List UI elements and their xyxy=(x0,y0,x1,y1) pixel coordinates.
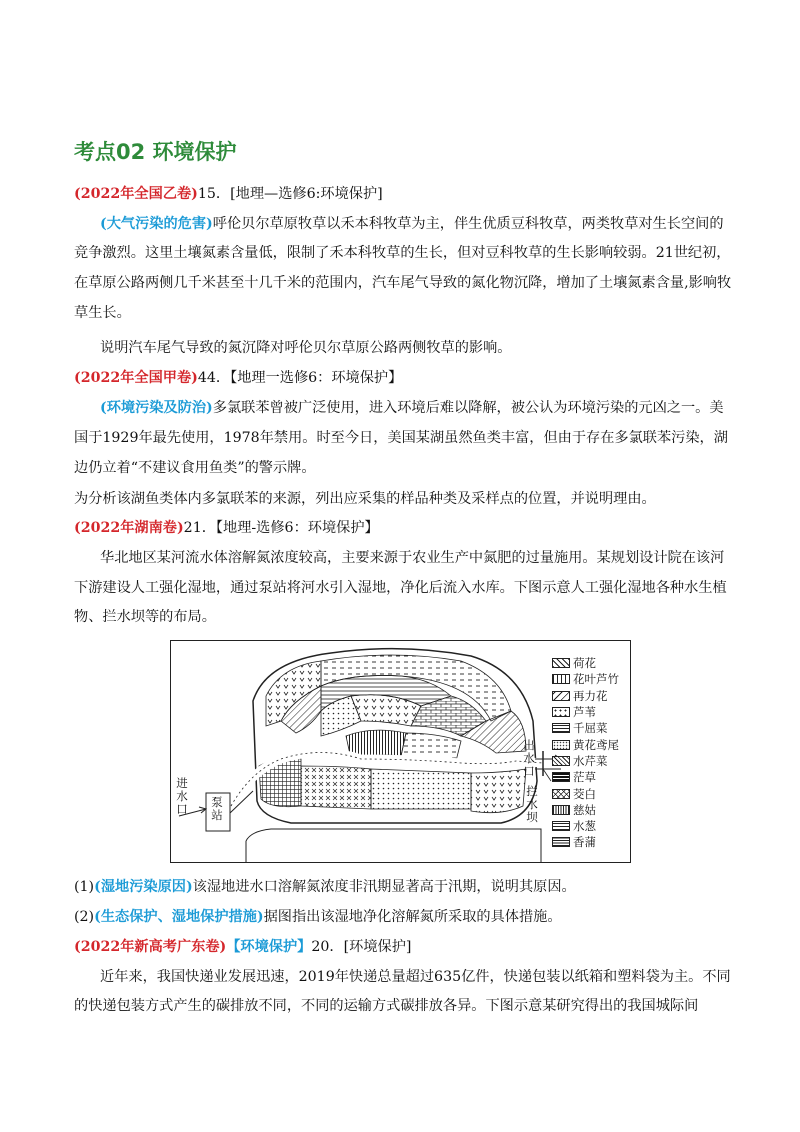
q1-para-line1 xyxy=(100,214,724,234)
q1-text1: 呼伦贝尔草原牧草以禾本科牧草为主，伴生优质豆科牧草，两类牧草对生长空间的 xyxy=(212,216,724,232)
legend-item xyxy=(552,802,632,818)
legend-item xyxy=(552,671,632,687)
q3-sub1 xyxy=(74,877,576,897)
q3-para-line1: 华北地区某河流水体溶解氮浓度较高，主要来源于农业生产中氮肥的过量施用。某规划设计院在该河 xyxy=(100,550,725,566)
swatch-vertical-icon xyxy=(552,805,570,815)
swatch-grid-icon xyxy=(552,772,570,782)
legend-item xyxy=(552,688,632,704)
legend-label: 慈姑 xyxy=(573,802,596,817)
q2-para-line3: 边仍立着“不建议食用鱼类”的警示牌。 xyxy=(74,460,316,476)
legend-label: 黄花鸢尾 xyxy=(573,737,619,752)
q2-tag: (环境污染及防治) xyxy=(100,400,213,416)
legend-item xyxy=(552,704,632,720)
q4-header-line xyxy=(74,937,411,957)
pump-station-label: 泵站 xyxy=(211,795,223,822)
inlet-label: 进水口 xyxy=(176,776,188,816)
q1-tag: (大气污染的危害) xyxy=(100,216,213,232)
legend-item xyxy=(552,834,632,850)
q3-header: 21．【地理-选修6：环境保护】 xyxy=(183,520,379,536)
legend-label: 芦苇 xyxy=(573,705,596,720)
swatch-dots-icon xyxy=(552,707,570,717)
q3-sub1-prefix: (1) xyxy=(74,879,95,895)
legend-label: 茫草 xyxy=(573,770,596,785)
q3-sub1-text: 该湿地进水口溶解氮浓度非汛期显著高于汛期，说明其原因。 xyxy=(192,879,576,895)
legend-label: 茭白 xyxy=(573,786,596,801)
q4-para-line1: 近年来，我国快递业发展迅速，2019年快递总量超过635亿件，快递包装以纸箱和塑料袋为主。不同 xyxy=(100,969,731,985)
q2-header-line xyxy=(74,368,402,388)
q2-question: 为分析该湖鱼类体内多氯联苯的来源，列出应采集的样品种类及采样点的位置，并说明理由。 xyxy=(74,491,656,507)
dam-label: 拦水坝 xyxy=(526,784,538,824)
legend-label: 香蒲 xyxy=(573,835,596,850)
q4-header: 20．[环境保护] xyxy=(311,939,412,955)
legend-label: 水葱 xyxy=(573,819,596,834)
q4-para-line2: 的快递包装方式产生的碳排放不同，不同的运输方式碳排放各异。下图示意某研究得出的我国城际间 xyxy=(74,998,699,1014)
q4-source: (2022年新高考广东卷) xyxy=(74,939,227,955)
swatch-diag-icon xyxy=(552,658,570,668)
q2-source: (2022年全国甲卷) xyxy=(74,370,198,386)
q3-para-line3: 物、拦水坝等的布局。 xyxy=(74,609,216,625)
swatch-zigzag-icon xyxy=(552,756,570,766)
legend-item xyxy=(552,753,632,769)
legend-item xyxy=(552,720,632,736)
q4-tag: 【环境保护】 xyxy=(226,939,312,955)
legend-label: 荷花 xyxy=(573,656,596,671)
legend-item xyxy=(552,655,632,671)
legend-item xyxy=(552,785,632,801)
section-title: 考点02 环境保护 xyxy=(74,140,237,164)
legend-item xyxy=(552,769,632,785)
q1-para-line2: 竞争激烈。这里土壤氮素含量低，限制了禾本科牧草的生长，但对豆科牧草的生长影响较弱。21世纪初， xyxy=(74,245,731,261)
q3-header-line xyxy=(74,518,379,538)
swatch-dash-icon xyxy=(552,674,570,684)
q3-sub2-tag: (生态保护、湿地保护措施) xyxy=(94,909,264,925)
q3-source: (2022年湖南卷) xyxy=(74,520,184,536)
q1-para-line4: 草生长。 xyxy=(74,305,131,321)
q1-para-line3: 在草原公路两侧几千米甚至十几千米的范围内，汽车尾气导致的氮化物沉降，增加了土壤氮素含量,影响牧 xyxy=(74,275,732,291)
legend-item xyxy=(552,818,632,834)
figure-legend xyxy=(552,655,632,851)
q1-question: 说明汽车尾气导致的氮沉降对呼伦贝尔草原公路两侧牧草的影响。 xyxy=(100,340,512,356)
legend-label: 再力花 xyxy=(573,688,608,703)
legend-label: 水芹菜 xyxy=(573,753,608,768)
swatch-fine-dots-icon xyxy=(552,740,570,750)
q1-header-line xyxy=(74,184,383,204)
q2-para-line1 xyxy=(100,398,724,418)
swatch-cross-icon xyxy=(552,789,570,799)
outlet-label: 出水口 xyxy=(523,738,535,778)
legend-item xyxy=(552,736,632,752)
q3-sub2-prefix: (2) xyxy=(74,909,95,925)
legend-label: 花叶芦竹 xyxy=(573,672,619,687)
q3-sub2-text: 据图指出该湿地净化溶解氮所采取的具体措施。 xyxy=(263,909,562,925)
swatch-horizontal-icon xyxy=(552,723,570,733)
q2-header: 44．【地理一选修6：环境保护】 xyxy=(197,370,403,386)
q2-text1: 多氯联苯曾被广泛使用，进入环境后难以降解，被公认为环境污染的元凶之一。美 xyxy=(212,400,724,416)
q3-sub1-tag: (湿地污染原因) xyxy=(94,879,193,895)
q3-sub2 xyxy=(74,907,562,927)
swatch-lines-icon xyxy=(552,837,570,847)
swatch-slash-icon xyxy=(552,691,570,701)
swatch-mesh-icon xyxy=(552,821,570,831)
q1-header: 15．[地理—选修6:环境保护] xyxy=(197,186,383,202)
legend-label: 千屈菜 xyxy=(573,721,608,736)
q3-para-line2: 下游建设人工强化湿地，通过泵站将河水引入湿地，净化后流入水库。下图示意人工强化湿地各种水生植 xyxy=(74,580,727,596)
q2-para-line2: 国于1929年最先使用，1978年禁用。时至今日，美国某湖虽然鱼类丰富，但由于存在多氯联苯污染，湖 xyxy=(74,430,728,446)
q1-source: (2022年全国乙卷) xyxy=(74,186,198,202)
